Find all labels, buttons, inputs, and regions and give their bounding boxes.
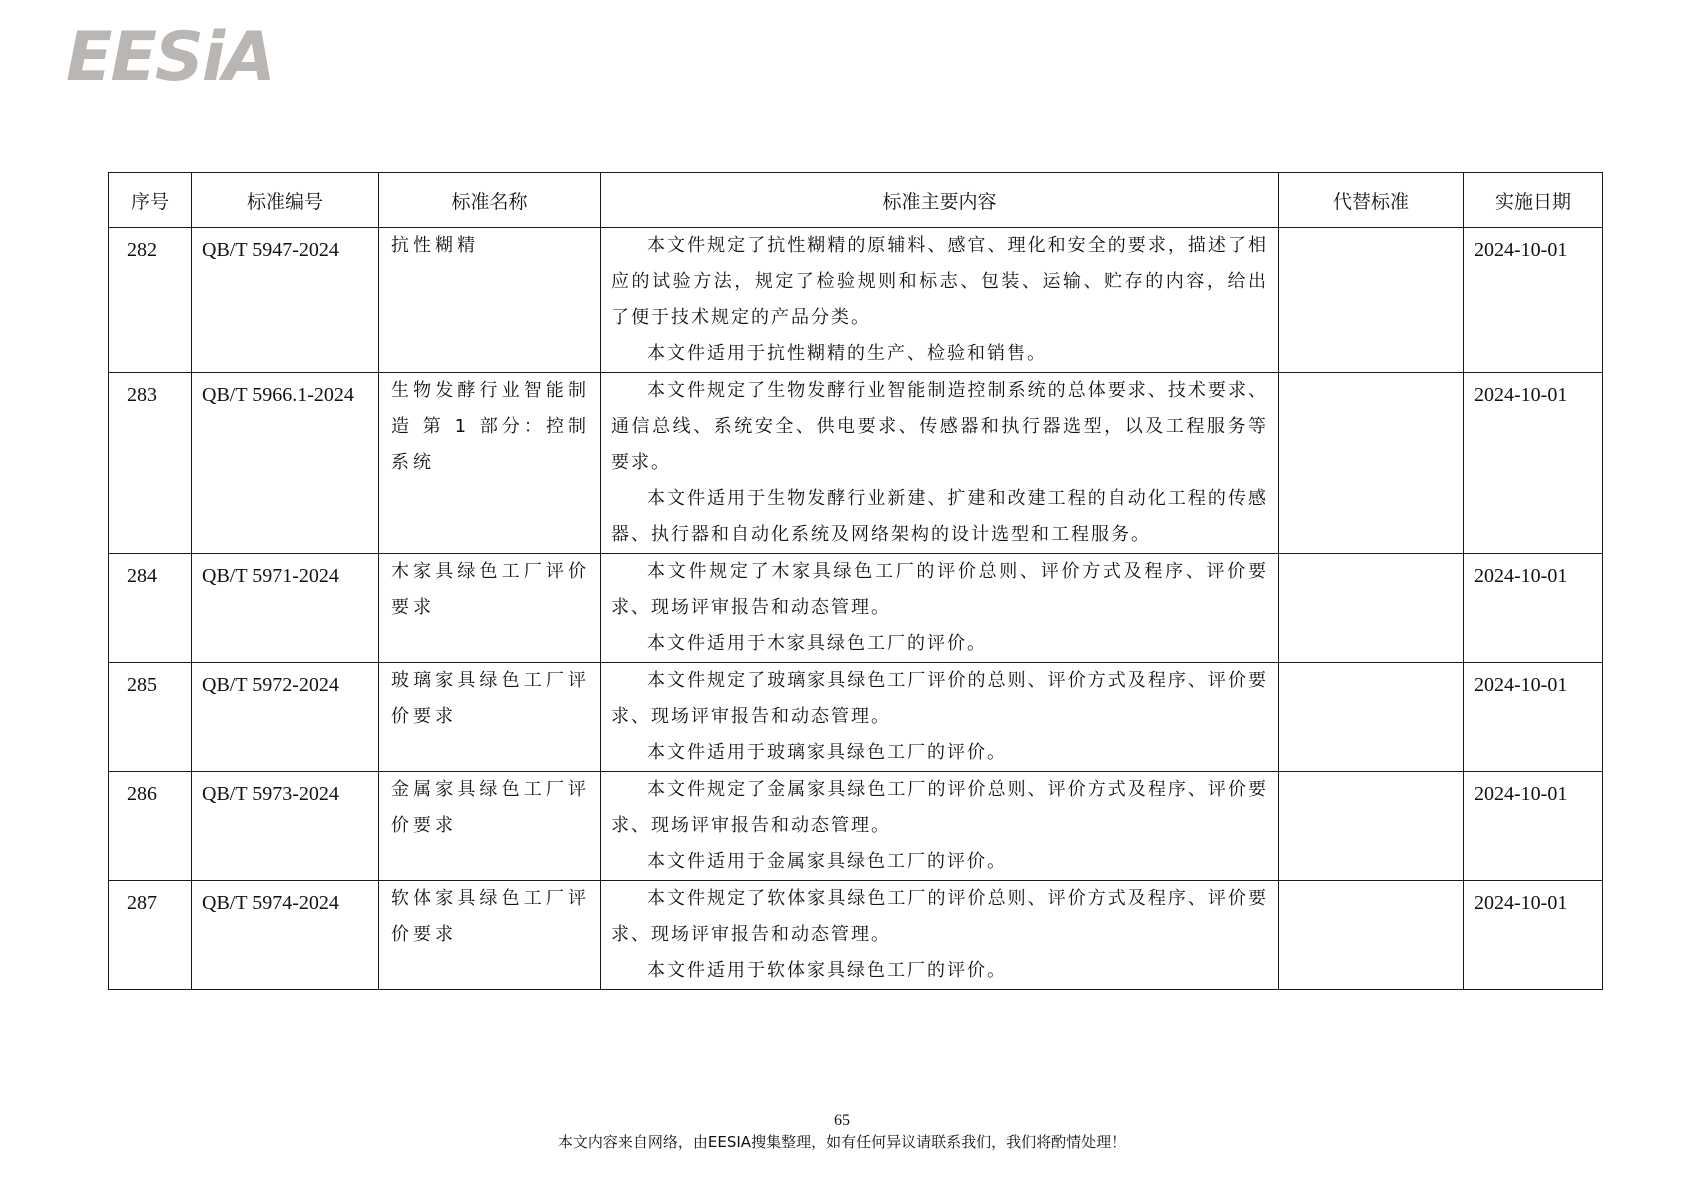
row-content [601, 663, 1279, 772]
content-paragraph: 本文件规定了木家具绿色工厂的评价总则、评价方式及程序、评价要求、现场评审报告和动态管理。 [611, 561, 1268, 618]
table-row [109, 228, 1603, 373]
row-code: QB/T 5974-2024 [192, 881, 379, 990]
row-content [601, 772, 1279, 881]
row-name: 玻璃家具绿色工厂评价要求 [379, 663, 601, 772]
row-date: 2024-10-01 [1464, 663, 1603, 772]
row-index: 286 [109, 772, 192, 881]
row-date: 2024-10-01 [1464, 373, 1603, 554]
row-replaced [1279, 554, 1464, 663]
content-paragraph: 本文件适用于生物发酵行业新建、扩建和改建工程的自动化工程的传感器、执行器和自动化系统及网络架构的设计选型和工程服务。 [611, 488, 1268, 545]
content-paragraph: 本文件适用于抗性糊精的生产、检验和销售。 [647, 343, 1047, 364]
row-index: 284 [109, 554, 192, 663]
table-row [109, 881, 1603, 990]
row-date: 2024-10-01 [1464, 554, 1603, 663]
row-replaced [1279, 881, 1464, 990]
row-code: QB/T 5971-2024 [192, 554, 379, 663]
header-name: 标准名称 [379, 173, 601, 228]
row-name: 抗性糊精 [379, 228, 601, 373]
row-index: 285 [109, 663, 192, 772]
header-replaced: 代替标准 [1279, 173, 1464, 228]
row-name: 生物发酵行业智能制造 第 1 部分：控制系统 [379, 373, 601, 554]
content-paragraph: 本文件适用于木家具绿色工厂的评价。 [647, 633, 987, 654]
row-replaced [1279, 663, 1464, 772]
content-paragraph: 本文件规定了玻璃家具绿色工厂评价的总则、评价方式及程序、评价要求、现场评审报告和动态管理。 [611, 670, 1268, 727]
row-name: 木家具绿色工厂评价要求 [379, 554, 601, 663]
row-date: 2024-10-01 [1464, 228, 1603, 373]
footer-note: 本文内容来自网络，由EESIA搜集整理，如有任何异议请联系我们，我们将酌情处理！ [557, 1133, 1127, 1151]
content-paragraph: 本文件适用于玻璃家具绿色工厂的评价。 [647, 742, 1007, 763]
page-number: 65 [834, 1112, 850, 1129]
content-paragraph: 本文件规定了金属家具绿色工厂的评价总则、评价方式及程序、评价要求、现场评审报告和动态管理。 [611, 779, 1268, 836]
row-content [601, 881, 1279, 990]
header-date: 实施日期 [1464, 173, 1603, 228]
eesia-logo: EESiA [66, 18, 274, 97]
row-content [601, 228, 1279, 373]
row-index: 287 [109, 881, 192, 990]
row-code: QB/T 5947-2024 [192, 228, 379, 373]
header-code: 标准编号 [192, 173, 379, 228]
row-code: QB/T 5966.1-2024 [192, 373, 379, 554]
row-index: 283 [109, 373, 192, 554]
row-replaced [1279, 772, 1464, 881]
content-paragraph: 本文件规定了抗性糊精的原辅料、感官、理化和安全的要求，描述了相应的试验方法，规定了检验规则和标志、包装、运输、贮存的内容，给出了便于技术规定的产品分类。 [611, 235, 1268, 328]
content-paragraph: 本文件规定了软体家具绿色工厂的评价总则、评价方式及程序、评价要求、现场评审报告和动态管理。 [611, 888, 1268, 945]
row-name: 金属家具绿色工厂评价要求 [379, 772, 601, 881]
standards-table [108, 172, 1603, 990]
row-code: QB/T 5972-2024 [192, 663, 379, 772]
content-paragraph: 本文件适用于软体家具绿色工厂的评价。 [647, 960, 1007, 981]
content-paragraph: 本文件规定了生物发酵行业智能制造控制系统的总体要求、技术要求、通信总线、系统安全、供电要求、传感器和执行器选型，以及工程服务等要求。 [611, 380, 1268, 473]
row-replaced [1279, 373, 1464, 554]
table-row [109, 554, 1603, 663]
row-date: 2024-10-01 [1464, 772, 1603, 881]
table-row [109, 772, 1603, 881]
content-paragraph: 本文件适用于金属家具绿色工厂的评价。 [647, 851, 1007, 872]
table-row [109, 663, 1603, 772]
row-date: 2024-10-01 [1464, 881, 1603, 990]
header-content: 标准主要内容 [601, 173, 1279, 228]
row-name: 软体家具绿色工厂评价要求 [379, 881, 601, 990]
row-replaced [1279, 228, 1464, 373]
row-index: 282 [109, 228, 192, 373]
row-content [601, 373, 1279, 554]
table-row [109, 373, 1603, 554]
row-content [601, 554, 1279, 663]
table-header-row [109, 173, 1603, 228]
row-code: QB/T 5973-2024 [192, 772, 379, 881]
header-index: 序号 [109, 173, 192, 228]
